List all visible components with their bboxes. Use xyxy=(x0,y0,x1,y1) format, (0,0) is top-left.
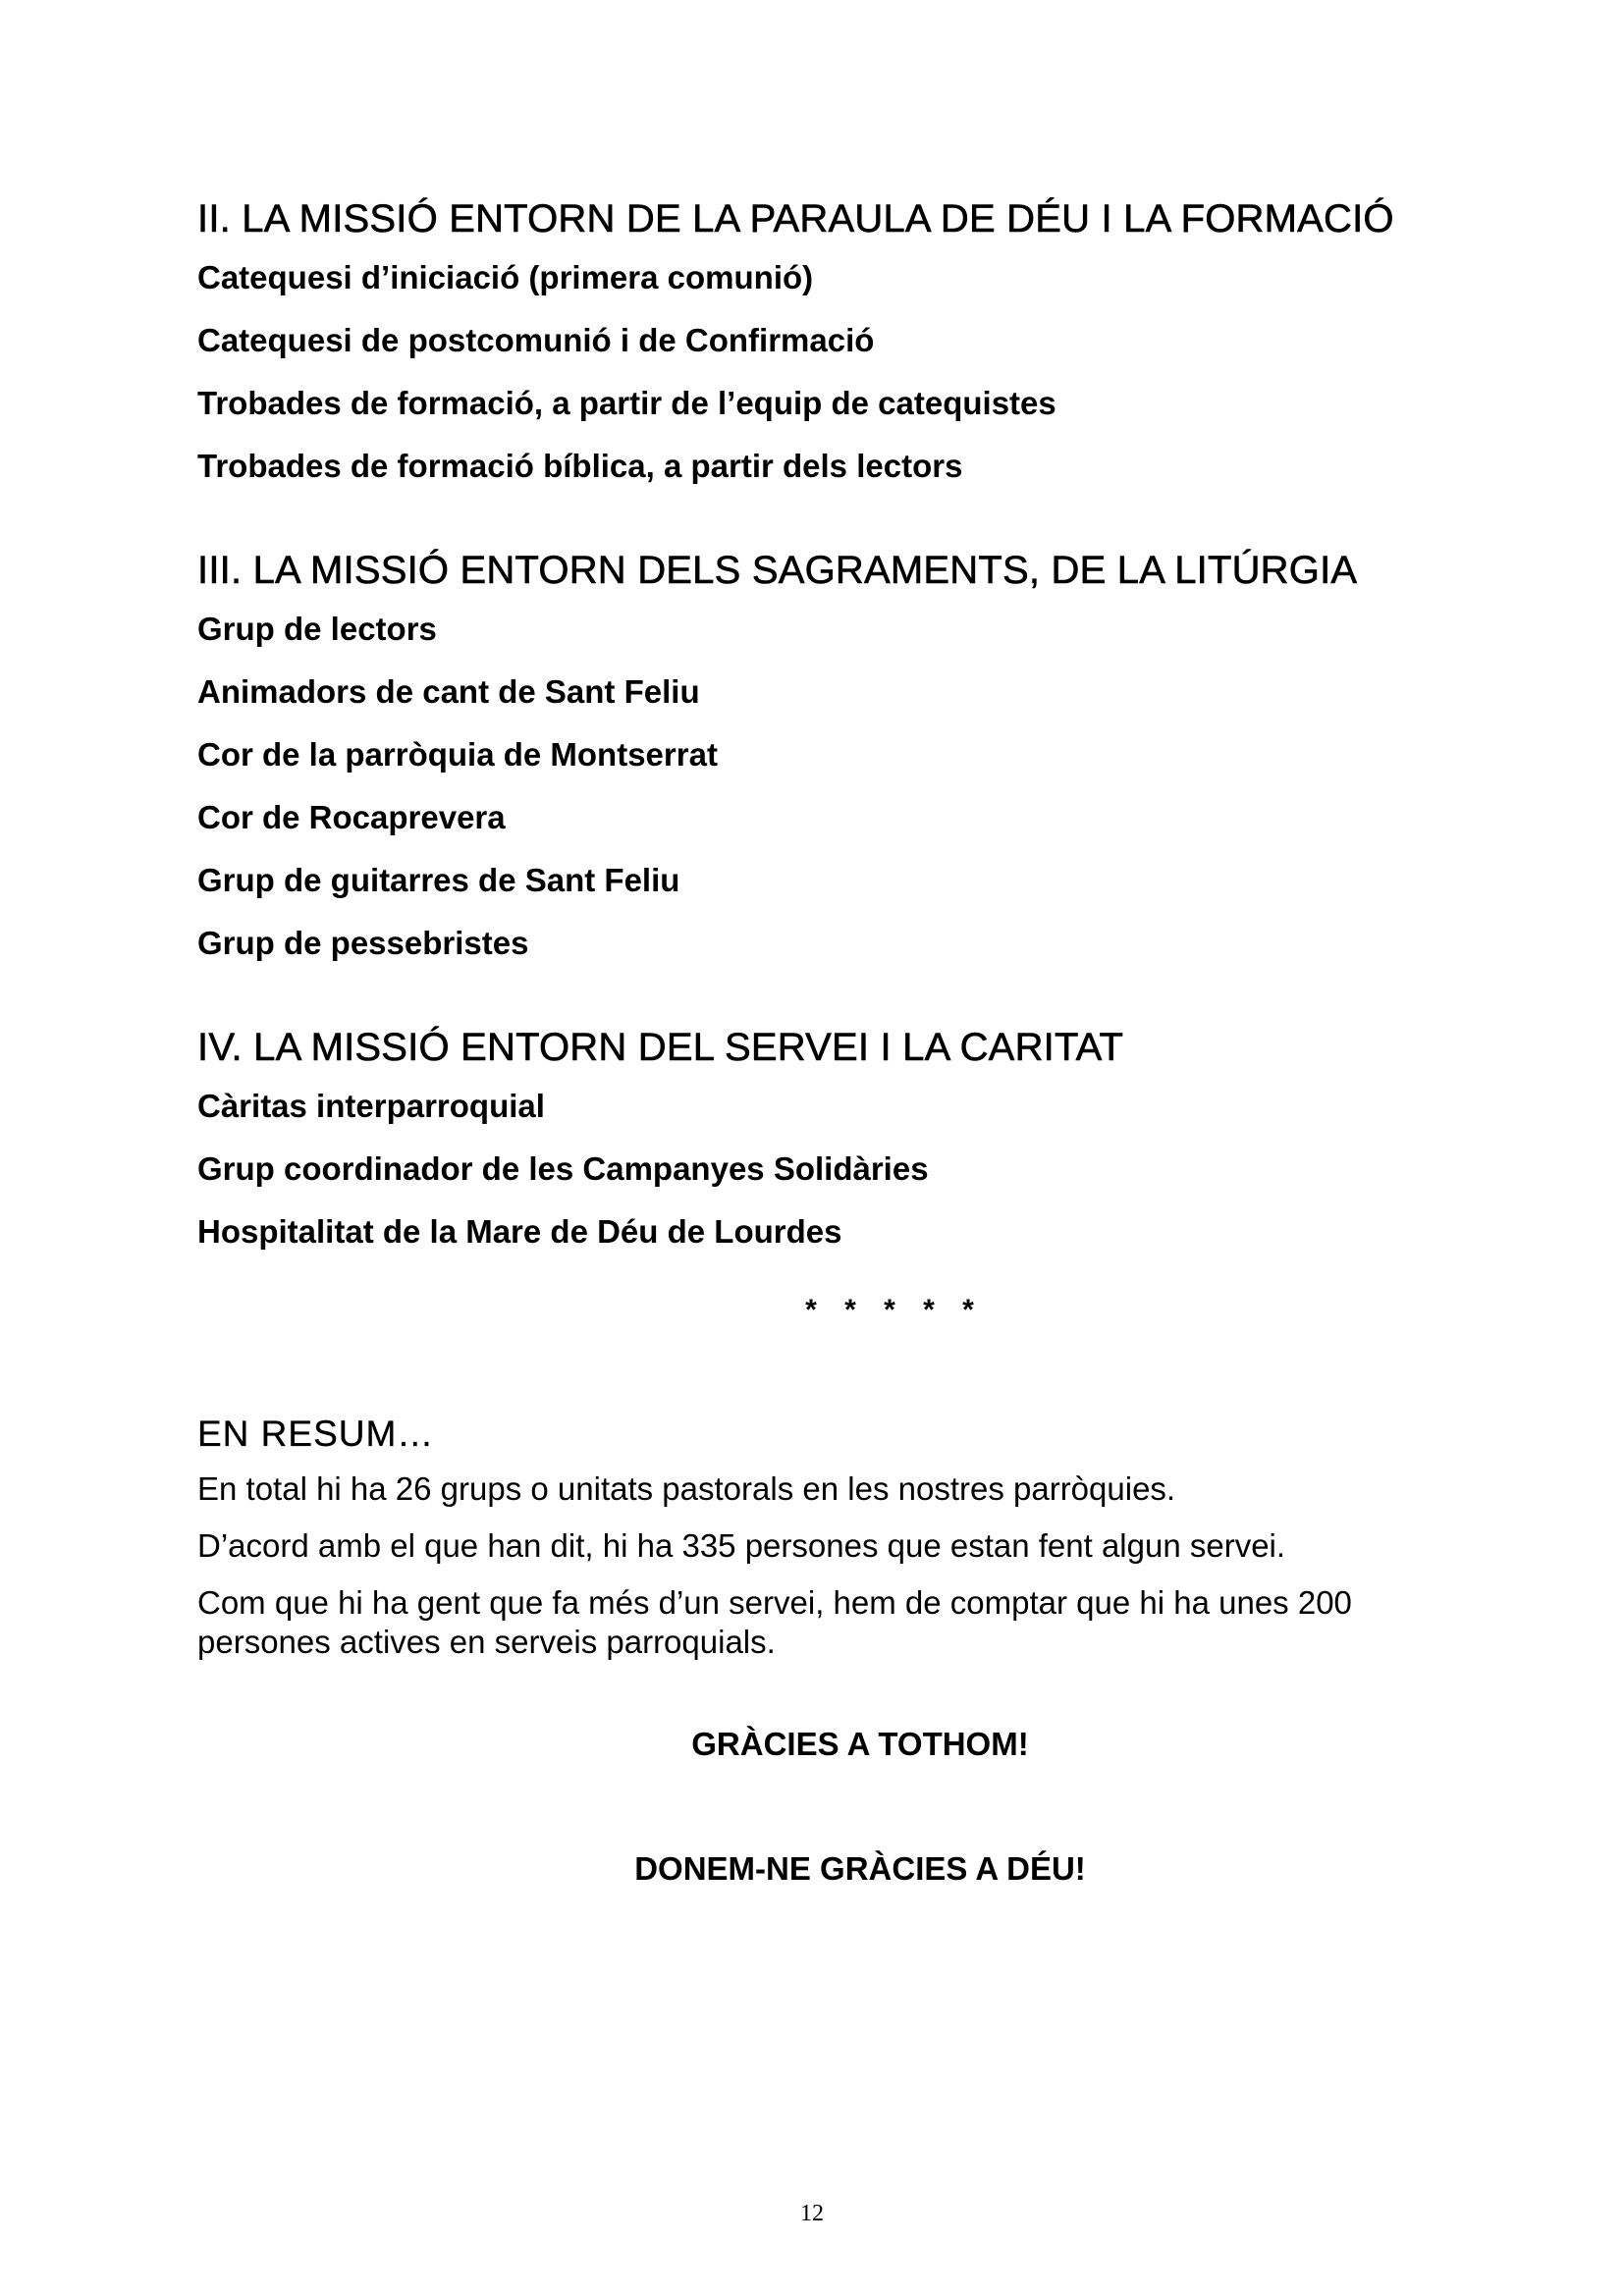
section-heading: II. LA MISSIÓ ENTORN DE LA PARAULA DE DÉU I LA FORMACIÓ xyxy=(197,197,1394,240)
list-item: Hospitalitat de la Mare de Déu de Lourdes xyxy=(197,1213,842,1250)
list-item: Animadors de cant de Sant Feliu xyxy=(197,673,700,710)
page-number: 12 xyxy=(800,2201,824,2226)
list-item: Grup de guitarres de Sant Feliu xyxy=(197,862,680,898)
section-sagraments-liturgia xyxy=(197,544,1464,963)
list-item: Grup de lectors xyxy=(197,611,437,647)
page-content xyxy=(197,192,1464,1889)
list-item: Trobades de formació bíblica, a partir dels lectors xyxy=(197,448,963,484)
summary-paragraph: D’acord amb el que han dit, hi ha 335 persones que estan fent algun servei. xyxy=(197,1527,1286,1564)
item-list xyxy=(197,257,1464,486)
section-heading: III. LA MISSIÓ ENTORN DELS SAGRAMENTS, DE LA LITÚRGIA xyxy=(197,549,1358,592)
item-list xyxy=(197,609,1464,963)
summary-paragraph: En total hi ha 26 grups o unitats pastorals en les nostres parròquies. xyxy=(197,1470,1176,1507)
list-item: Catequesi d’iniciació (primera comunió) xyxy=(197,259,814,295)
section-heading: IV. LA MISSIÓ ENTORN DEL SERVEI I LA CARITAT xyxy=(197,1026,1124,1069)
list-item: Grup de pessebristes xyxy=(197,925,529,961)
asterisk-separator: * * * * * xyxy=(805,1294,984,1326)
section-paraula-formacio xyxy=(197,192,1464,486)
item-list xyxy=(197,1086,1464,1252)
list-item: Catequesi de postcomunió i de Confirmació xyxy=(197,322,875,358)
summary-heading: EN RESUM… xyxy=(197,1414,435,1454)
list-item: Càritas interparroquial xyxy=(197,1088,545,1124)
summary-section xyxy=(197,1411,1464,1662)
list-item: Grup coordinador de les Campanyes Solidàries xyxy=(197,1150,929,1187)
closing-thanks-god: DONEM-NE GRÀCIES A DÉU! xyxy=(634,1850,1086,1887)
summary-paragraph: Com que hi ha gent que fa més d’un servei, hem de comptar que hi ha unes 200 persones actives en serveis parroquials. xyxy=(197,1584,1352,1660)
closing-thanks-all: GRÀCIES A TOTHOM! xyxy=(691,1726,1029,1762)
list-item: Cor de la parròquia de Montserrat xyxy=(197,736,718,773)
section-servei-caritat xyxy=(197,1021,1464,1252)
list-item: Trobades de formació, a partir de l’equip de catequistes xyxy=(197,385,1056,421)
list-item: Cor de Rocaprevera xyxy=(197,799,506,835)
